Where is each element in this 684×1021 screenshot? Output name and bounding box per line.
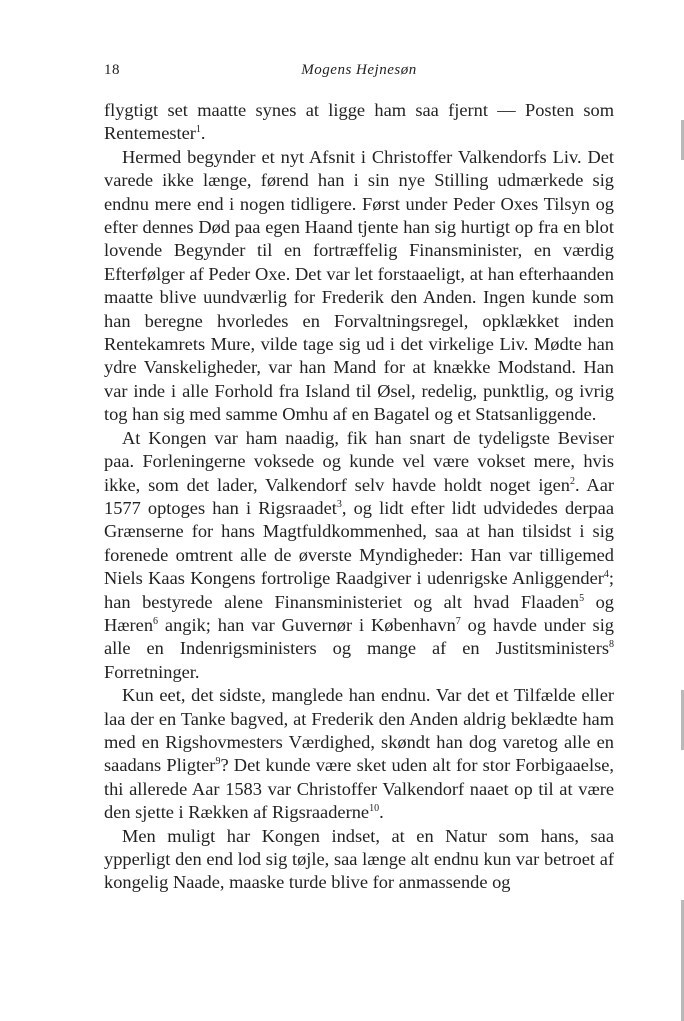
paragraph [104,146,614,427]
paragraph-text: Men muligt har Kongen indset, at en Natur som hans, saa ypperligt den end lod sig tøjle, saa længe alt endnu kun var betroet af kongelig Naade, maaske turde blive for anmassende og [104,825,614,893]
footnote-ref: 2 [569,475,575,487]
paragraph [104,427,614,684]
footnote-ref: 8 [609,639,614,651]
footnote-ref: 10 [369,803,380,815]
paragraph [104,684,614,824]
paragraph [104,825,614,895]
paragraph-text: , og lidt efter lidt udvidedes derpaa Grænserne for hans Magtfuldkommenhed, saa at han tilsidst i sig forenede omtrent alle de øverste Myndigheder: Han var tilligemed Niels Kaas Kongens fortrolige Raadgiver i udenrigske Anliggender [104,497,614,589]
paragraph-text: ; han bestyrede alene Finansministeriet og alt hvad Flaaden [104,568,614,612]
paragraph-text: angik; han var Guvernør i København [158,614,456,635]
paragraph-text: Forretninger. [104,661,200,682]
paragraph-text: og havde under sig alle en Indenrigsministers og mange af en Justitsministers [104,614,615,659]
paragraph-text: flygtigt set maatte synes at ligge ham saa fjernt — Posten som Rentemester [104,100,614,144]
paragraph-text: . [379,802,384,823]
footnote-ref: 6 [153,615,159,627]
paragraph-text: og Hæren [104,591,614,635]
paragraph-text: . [200,123,206,144]
body-text [104,99,614,895]
footnote-ref: 7 [455,615,461,627]
footnote-ref: 1 [195,124,201,136]
running-head [104,62,614,82]
footnote-ref: 5 [579,592,585,604]
page-number: 18 [104,62,120,78]
footnote-ref: 9 [215,756,221,768]
paragraph-text: Hermed begynder et nyt Afsnit i Christoffer Valkendorfs Liv. Det varede ikke længe, førend han i sin nye Stilling udmærkede sig endnu mere end i nogen tidligere. Først under Peder Oxes Tilsyn og efter dennes Død paa egen Haand tjente han sig hurtigt op fra en blot lovende Begynder til en fortræffelig Finansminister, en værdig Efterfølger af Peder Oxe. Det var let forstaaeligt, at han efterhaanden maatte blive uundværlig for Frederik den Anden. Ingen kunde som han beregne hvorledes en Forvaltningsregel, opklækket inden Rentekamrets Mure, vilde tage sig ud i det virkelige Liv. Mødte han ydre Vanskeligheder, var han Mand for at knække Modstand. Han var inde i alle Forhold fra Island til Øsel, redelig, punktlig, og ivrig tog han sig med samme Omhu af en Bagatel og et Statsanliggende. [104,146,614,425]
paragraph-text: At Kongen var ham naadig, fik han snart de tydeligste Beviser paa. Forleningerne voksede og kunde vel være vokset mere, hvis ikke, som det lader, Valkendorf selv havde holdt noget igen [104,427,614,495]
footnote-ref: 4 [603,569,609,580]
running-title: Mogens Hejnesøn [301,62,417,78]
paragraph-text: ? Det kunde være sket uden alt for stor Forbigaaelse, thi allerede Aar 1583 var Christoffer Valkendorf naaet op til at være den sjette i Rækken af Rigsraaderne [104,755,614,823]
footnote-ref: 3 [336,498,342,510]
paragraph-text: . Aar 1577 optoges han i Rigsraadet [104,474,614,518]
paragraph-text: Kun eet, det sidste, manglede han endnu. Var det et Tilfælde eller laa der en Tanke bagved, at Frederik den Anden aldrig beklædte ham med en Rigshovmesters Værdighed, skøndt han dog varetog alle en saadans Pligter [104,685,614,776]
paragraph [104,99,614,146]
